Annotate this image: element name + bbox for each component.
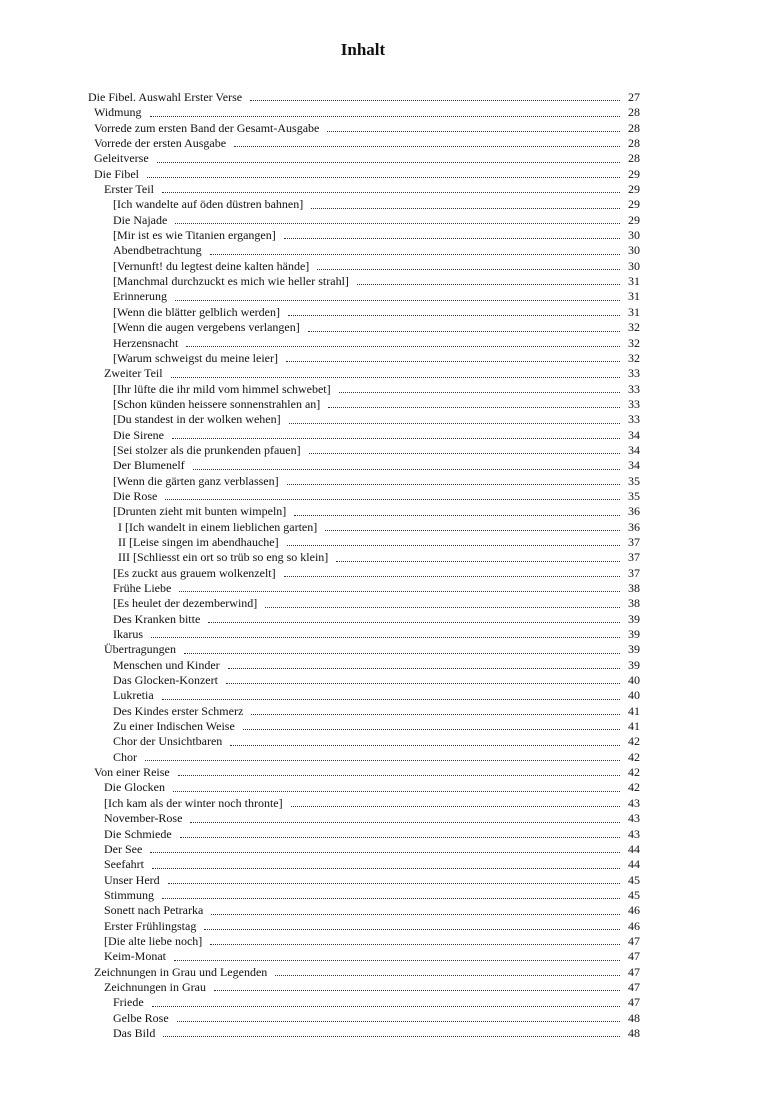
dot-leader	[250, 100, 620, 101]
toc-entry[interactable]	[88, 658, 640, 673]
toc-entry[interactable]	[88, 243, 640, 258]
toc-entry-page-number: 36	[628, 519, 640, 534]
toc-entry[interactable]	[88, 734, 640, 749]
dot-leader	[308, 331, 620, 332]
toc-entry[interactable]	[88, 228, 640, 243]
toc-entry-title: [Wenn die blätter gelblich werden]	[113, 304, 280, 319]
toc-entry[interactable]	[88, 842, 640, 857]
toc-entry[interactable]	[88, 1026, 640, 1041]
toc-entry[interactable]	[88, 596, 640, 611]
toc-entry-title: Vorrede der ersten Ausgabe	[94, 136, 227, 151]
toc-entry-page-number: 35	[628, 473, 640, 488]
toc-entry-title: [Vernunft! du legtest deine kalten hände]	[113, 258, 310, 273]
toc-entry[interactable]	[88, 949, 640, 964]
toc-entry[interactable]	[88, 458, 640, 473]
toc-entry-page-number: 42	[628, 780, 640, 795]
toc-entry[interactable]	[88, 382, 640, 397]
toc-entry[interactable]	[88, 857, 640, 872]
toc-entry-page-number: 38	[628, 596, 640, 611]
dot-leader	[309, 453, 620, 454]
dot-leader	[287, 484, 620, 485]
dot-leader	[151, 637, 620, 638]
dot-leader	[228, 668, 620, 669]
dot-leader	[230, 745, 620, 746]
toc-entry-page-number: 28	[628, 136, 640, 151]
toc-entry-title: Der See	[104, 841, 143, 856]
toc-entry-title: [Schon künden heissere sonnenstrahlen an]	[113, 396, 321, 411]
toc-entry-page-number: 32	[628, 335, 640, 350]
toc-entry[interactable]	[88, 566, 640, 581]
dot-leader	[157, 162, 620, 163]
toc-entry-title: Geleitverse	[94, 151, 149, 166]
toc-entry-page-number: 37	[628, 550, 640, 565]
toc-entry[interactable]	[88, 289, 640, 304]
dot-leader	[179, 591, 620, 592]
dot-leader	[284, 238, 620, 239]
toc-entry-page-number: 34	[628, 458, 640, 473]
toc-entry[interactable]	[88, 965, 640, 980]
toc-entry-page-number: 47	[628, 995, 640, 1010]
toc-entry-page-number: 28	[628, 151, 640, 166]
toc-entry-title: Keim-Monat	[104, 949, 166, 964]
toc-entry[interactable]	[88, 581, 640, 596]
toc-entry-title: Ikarus	[113, 627, 143, 642]
toc-entry[interactable]	[88, 259, 640, 274]
toc-entry-page-number: 44	[628, 857, 640, 872]
toc-entry[interactable]	[88, 750, 640, 765]
dot-leader	[175, 223, 620, 224]
toc-entry-title: Die Fibel. Auswahl Erster Verse	[88, 90, 243, 104]
toc-entry-title: [Wenn die gärten ganz verblassen]	[113, 473, 279, 488]
toc-entry[interactable]	[88, 688, 640, 703]
toc-entry-page-number: 47	[628, 933, 640, 948]
toc-entry[interactable]	[88, 320, 640, 335]
dot-leader	[286, 361, 620, 362]
dot-leader	[210, 944, 620, 945]
toc-entry[interactable]	[88, 443, 640, 458]
dot-leader	[152, 868, 620, 869]
toc-entry-page-number: 37	[628, 565, 640, 580]
toc-entry-title: [Wenn die augen vergebens verlangen]	[113, 320, 300, 335]
toc-entry-page-number: 34	[628, 442, 640, 457]
toc-entry-page-number: 33	[628, 381, 640, 396]
toc-entry-page-number: 45	[628, 887, 640, 902]
toc-entry-title: Zu einer Indischen Weise	[113, 719, 235, 734]
toc-entry-title: Frühe Liebe	[113, 581, 172, 595]
toc-entry-title: II [Leise singen im abendhauche]	[118, 534, 279, 549]
toc-entry-title: Seefahrt	[104, 857, 144, 872]
toc-entry[interactable]	[88, 719, 640, 734]
toc-entry-page-number: 28	[628, 105, 640, 120]
dot-leader	[174, 960, 620, 961]
dot-leader	[325, 530, 620, 531]
dot-leader	[357, 284, 620, 285]
toc-entry[interactable]	[88, 934, 640, 949]
dot-leader	[172, 438, 620, 439]
toc-entry-title: [Warum schweigst du meine leier]	[113, 350, 278, 365]
toc-entry-title: Friede	[113, 995, 144, 1010]
toc-entry-page-number: 46	[628, 903, 640, 918]
dot-leader	[317, 269, 620, 270]
toc-entry-page-number: 31	[628, 289, 640, 304]
toc-entry-page-number: 45	[628, 872, 640, 887]
toc-entry-page-number: 37	[628, 534, 640, 549]
dot-leader	[145, 760, 620, 761]
toc-entry-title: I [Ich wandelt in einem lieblichen garten]	[118, 519, 318, 534]
toc-entry-title: [Mir ist es wie Titanien ergangen]	[113, 228, 276, 243]
toc-entry-title: Chor	[113, 749, 137, 764]
toc-entry-title: Die Najade	[113, 212, 168, 227]
toc-entry-title: Stimmung	[104, 887, 155, 902]
toc-entry[interactable]	[88, 903, 640, 918]
toc-entry-page-number: 28	[628, 120, 640, 135]
toc-entry-page-number: 48	[628, 1025, 640, 1040]
toc-entry-title: Widmung	[94, 105, 142, 120]
dot-leader	[184, 653, 620, 654]
dot-leader	[251, 714, 620, 715]
toc-entry-page-number: 33	[628, 412, 640, 427]
toc-entry-page-number: 32	[628, 350, 640, 365]
toc-entry-page-number: 33	[628, 396, 640, 411]
toc-entry-page-number: 30	[628, 243, 640, 258]
dot-leader	[178, 775, 620, 776]
dot-leader	[214, 990, 620, 991]
toc-entry-title: [Drunten zieht mit bunten wimpeln]	[113, 504, 287, 519]
toc-entry[interactable]	[88, 919, 640, 934]
toc-entry-title: Sonett nach Petrarka	[104, 903, 204, 918]
toc-entry-title: Erinnerung	[113, 289, 167, 304]
toc-entry[interactable]	[88, 428, 640, 443]
toc-entry[interactable]	[88, 642, 640, 657]
toc-entry-page-number: 29	[628, 197, 640, 212]
toc-entry-title: Des Kranken bitte	[113, 611, 201, 626]
toc-entry[interactable]	[88, 504, 640, 519]
toc-entry[interactable]	[88, 412, 640, 427]
toc-entry[interactable]	[88, 90, 640, 105]
toc-entry[interactable]	[88, 535, 640, 550]
toc-entry[interactable]	[88, 121, 640, 136]
dot-leader	[328, 407, 620, 408]
toc-entry[interactable]	[88, 136, 640, 151]
toc-entry[interactable]	[88, 673, 640, 688]
toc-entry-page-number: 48	[628, 1010, 640, 1025]
dot-leader	[226, 683, 620, 684]
toc-entry-page-number: 41	[628, 703, 640, 718]
toc-entry[interactable]	[88, 274, 640, 289]
toc-entry-page-number: 43	[628, 795, 640, 810]
toc-entry-page-number: 40	[628, 673, 640, 688]
toc-entry-page-number: 39	[628, 657, 640, 672]
dot-leader	[284, 576, 620, 577]
dot-leader	[190, 822, 620, 823]
toc-entry-title: Herzensnacht	[113, 335, 179, 350]
toc-entry-title: Übertragungen	[104, 642, 176, 657]
dot-leader	[234, 146, 620, 147]
toc-entry-title: Vorrede zum ersten Band der Gesamt-Ausgabe	[94, 120, 320, 135]
dot-leader	[162, 192, 620, 193]
toc-entry-page-number: 44	[628, 841, 640, 856]
dot-leader	[265, 607, 620, 608]
toc-entry-page-number: 35	[628, 488, 640, 503]
dot-leader	[152, 1006, 620, 1007]
toc-entry-page-number: 42	[628, 749, 640, 764]
toc-entry-page-number: 31	[628, 304, 640, 319]
toc-entry[interactable]	[88, 474, 640, 489]
toc-entry[interactable]	[88, 167, 640, 182]
dot-leader	[204, 929, 620, 930]
toc-entry-title: Zweiter Teil	[104, 366, 163, 381]
toc-entry[interactable]	[88, 827, 640, 842]
toc-entry-page-number: 31	[628, 274, 640, 289]
toc-entry-page-number: 41	[628, 719, 640, 734]
dot-leader	[147, 177, 620, 178]
toc-entry-title: Zeichnungen in Grau	[104, 979, 206, 994]
dot-leader	[150, 852, 620, 853]
toc-entry-page-number: 29	[628, 212, 640, 227]
dot-leader	[336, 561, 620, 562]
dot-leader	[186, 346, 620, 347]
dot-leader	[311, 208, 620, 209]
toc-entry-page-number: 39	[628, 627, 640, 642]
dot-leader	[162, 699, 620, 700]
toc-entry-title: [Du standest in der wolken wehen]	[113, 412, 281, 427]
toc-entry-page-number: 42	[628, 765, 640, 780]
dot-leader	[193, 469, 620, 470]
toc-entry-title: Gelbe Rose	[113, 1010, 169, 1025]
toc-entry-page-number: 29	[628, 182, 640, 197]
toc-entry-title: Das Glocken-Konzert	[113, 673, 218, 688]
toc-entry-title: [Ich wandelte auf öden düstren bahnen]	[113, 197, 304, 212]
dot-leader	[168, 883, 620, 884]
toc-entry-page-number: 43	[628, 811, 640, 826]
toc-entry-title: [Sei stolzer als die prunkenden pfauen]	[113, 442, 301, 457]
toc-entry-page-number: 40	[628, 688, 640, 703]
toc-entry[interactable]	[88, 888, 640, 903]
dot-leader	[180, 837, 620, 838]
dot-leader	[288, 315, 620, 316]
toc-entry-page-number: 30	[628, 228, 640, 243]
toc-entry[interactable]	[88, 351, 640, 366]
dot-leader	[275, 975, 620, 976]
toc-entry-title: Zeichnungen in Grau und Legenden	[94, 964, 268, 979]
toc-entry-title: [Es zuckt aus grauem wolkenzelt]	[113, 565, 276, 580]
toc-entry[interactable]	[88, 796, 640, 811]
toc-entry[interactable]	[88, 765, 640, 780]
toc-entry[interactable]	[88, 995, 640, 1010]
toc-entry[interactable]	[88, 197, 640, 212]
toc-entry-page-number: 39	[628, 611, 640, 626]
dot-leader	[165, 499, 620, 500]
toc-entry-title: Die Glocken	[104, 780, 165, 795]
dot-leader	[210, 254, 620, 255]
toc-entry-page-number: 38	[628, 581, 640, 595]
dot-leader	[243, 729, 620, 730]
toc-entry-title: [Ich kam als der winter noch thronte]	[104, 795, 283, 810]
toc-entry-title: Lukretia	[113, 688, 154, 703]
toc-entry[interactable]	[88, 397, 640, 412]
toc-entry-page-number: 36	[628, 504, 640, 519]
dot-leader	[211, 914, 620, 915]
page-title: Inhalt	[340, 40, 386, 59]
toc-entry-title: Die Fibel	[94, 166, 139, 181]
toc-entry-title: Die Rose	[113, 488, 158, 503]
toc-entry[interactable]	[88, 105, 640, 120]
toc-entry-title: Die Sirene	[113, 427, 164, 442]
dot-leader	[291, 806, 620, 807]
dot-leader	[163, 1036, 620, 1037]
toc-entry-page-number: 43	[628, 826, 640, 841]
toc-entry-page-number: 30	[628, 258, 640, 273]
dot-leader	[175, 300, 620, 301]
toc-entry[interactable]	[88, 1011, 640, 1026]
toc-entry-title: Unser Herd	[104, 872, 160, 887]
toc-entry-page-number: 29	[628, 166, 640, 181]
toc-entry-title: III [Schliesst ein ort so trüb so eng so klein]	[118, 550, 329, 565]
toc-entry-page-number: 27	[628, 90, 640, 104]
toc-entry-title: [Manchmal durchzuckt es mich wie heller strahl]	[113, 274, 349, 289]
dot-leader	[339, 392, 620, 393]
toc-entry[interactable]	[88, 780, 640, 795]
toc-entry-page-number: 46	[628, 918, 640, 933]
toc-entry-title: Erster Teil	[104, 182, 154, 197]
dot-leader	[294, 515, 620, 516]
toc-entry-page-number: 47	[628, 949, 640, 964]
toc-entry[interactable]	[88, 182, 640, 197]
toc-entry-title: Von einer Reise	[94, 765, 170, 780]
table-of-contents	[88, 90, 640, 1041]
toc-entry[interactable]	[88, 366, 640, 381]
dot-leader	[287, 545, 620, 546]
dot-leader	[162, 898, 620, 899]
toc-entry[interactable]	[88, 305, 640, 320]
toc-entry[interactable]	[88, 520, 640, 535]
dot-leader	[150, 116, 620, 117]
toc-entry-title: [Ihr lüfte die ihr mild vom himmel schwebet]	[113, 381, 331, 396]
toc-entry[interactable]	[88, 151, 640, 166]
toc-entry[interactable]	[88, 873, 640, 888]
toc-entry[interactable]	[88, 336, 640, 351]
dot-leader	[177, 1021, 620, 1022]
toc-entry-title: November-Rose	[104, 811, 183, 826]
toc-entry-title: [Die alte liebe noch]	[104, 933, 203, 948]
toc-entry-page-number: 47	[628, 964, 640, 979]
toc-entry-title: Des Kindes erster Schmerz	[113, 703, 244, 718]
toc-entry[interactable]	[88, 213, 640, 228]
toc-entry[interactable]	[88, 550, 640, 565]
dot-leader	[208, 622, 620, 623]
toc-entry-page-number: 32	[628, 320, 640, 335]
toc-entry[interactable]	[88, 612, 640, 627]
dot-leader	[327, 131, 620, 132]
toc-entry-title: Das Bild	[113, 1025, 156, 1040]
toc-entry[interactable]	[88, 704, 640, 719]
toc-entry-title: [Es heulet der dezemberwind]	[113, 596, 258, 611]
toc-entry[interactable]	[88, 811, 640, 826]
toc-entry-page-number: 34	[628, 427, 640, 442]
toc-entry[interactable]	[88, 489, 640, 504]
toc-entry-title: Abendbetrachtung	[113, 243, 202, 258]
toc-entry-title: Erster Frühlingstag	[104, 918, 197, 933]
toc-entry-page-number: 47	[628, 979, 640, 994]
dot-leader	[289, 423, 620, 424]
toc-entry-title: Menschen und Kinder	[113, 657, 220, 672]
toc-entry-page-number: 33	[628, 366, 640, 381]
toc-entry-title: Der Blumenelf	[113, 458, 185, 473]
toc-entry[interactable]	[88, 627, 640, 642]
dot-leader	[171, 377, 620, 378]
toc-entry-page-number: 39	[628, 642, 640, 657]
toc-entry-title: Chor der Unsichtbaren	[113, 734, 223, 749]
toc-entry-title: Die Schmiede	[104, 826, 172, 841]
toc-entry-page-number: 42	[628, 734, 640, 749]
dot-leader	[173, 791, 620, 792]
toc-entry[interactable]	[88, 980, 640, 995]
